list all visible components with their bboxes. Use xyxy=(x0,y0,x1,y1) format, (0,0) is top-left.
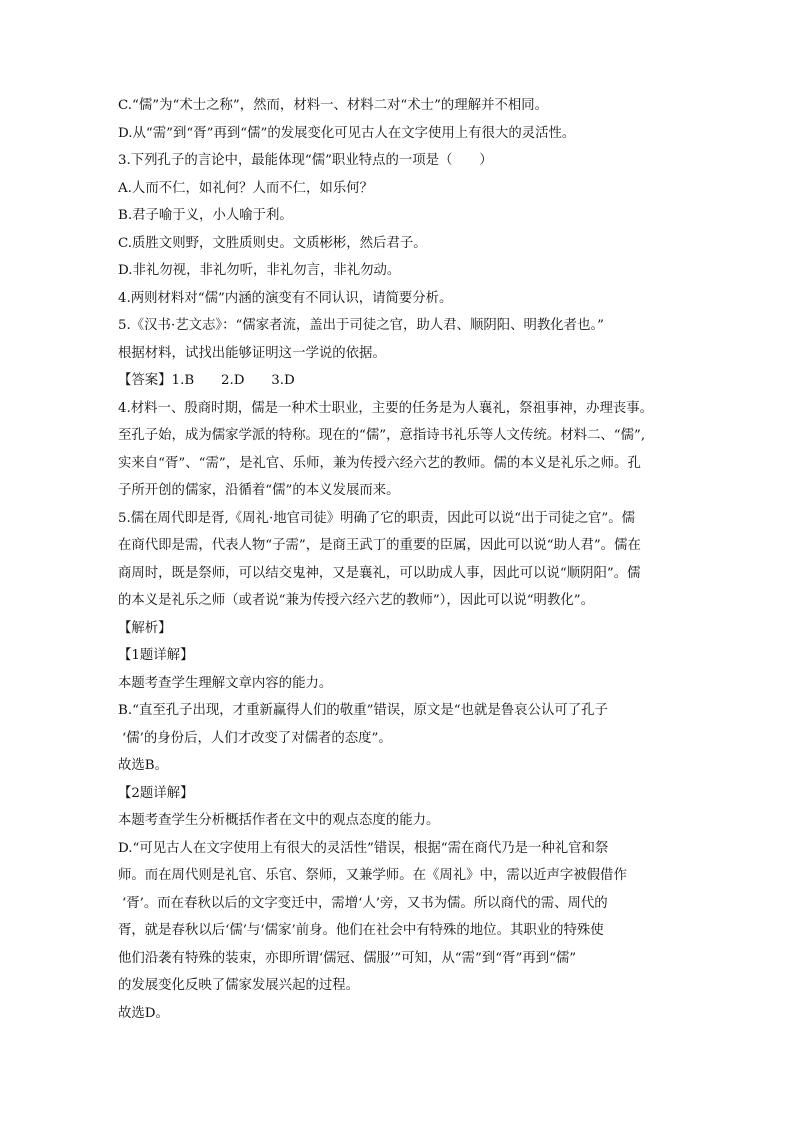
q2-detail-line: 他们沿袭有特殊的装束，亦即所谓‘儒冠、儒服’”可知，从“需”到“胥”再到“儒” xyxy=(118,950,577,966)
answer-4-line: 至孔子始，成为儒家学派的特称。现在的“儒”，意指诗书礼乐等人文传统。材料二、“儒”, xyxy=(118,428,646,443)
answer-heading: 【答案】1.B 2.D 3.D xyxy=(118,373,295,388)
q2-choice: 故选D。 xyxy=(118,1005,169,1021)
answer-4-line: 子所开创的儒家，沿循着“儒”的本义发展而来。 xyxy=(118,483,400,498)
option-c-q3: C.质胜文则野，文胜质则史。文质彬彬，然后君子。 xyxy=(118,235,427,251)
q1-detail-line: 本题考查学生理解文章内容的能力。 xyxy=(118,675,333,691)
answer-5-line: 的本义是礼乐之师（或者说“兼为传授六经六艺的教师”），因此可以说“明教化”。 xyxy=(118,593,594,608)
question-4: 4.两则材料对“儒”内涵的演变有不同认识，请简要分析。 xyxy=(118,290,453,306)
option-a-q3: A.人而不仁，如礼何？人而不仁，如乐何？ xyxy=(118,180,373,196)
question-3: 3.下列孔子的言论中，最能体现“儒”职业特点的一项是（ ） xyxy=(118,153,493,168)
question-5-prompt: 根据材料，试找出能够证明这一学说的依据。 xyxy=(118,345,386,361)
option-c-q2: C.“儒”为“术士之称”，然而，材料一、材料二对“术士”的理解并不相同。 xyxy=(118,98,549,113)
answer-5-line: 5.儒在周代即是胥,《周礼·地官司徒》明确了它的职责，因此可以说“出于司徒之官”。儒 xyxy=(118,510,636,526)
answer-5-line: 在商代即是需，代表人物“子需”，是商王武丁的重要的臣属，因此可以说“助人君”。儒在 xyxy=(118,538,641,553)
answer-4-line: 实来自“胥”、“需”，是礼官、乐师，兼为传授六经六艺的教师。儒的本义是礼乐之师。孔 xyxy=(118,455,641,471)
q2-detail-line: D.“可见古人在文字使用上有很大的灵活性”错误，根据“需在商代乃是一种礼官和祭 xyxy=(118,840,609,856)
q2-detail-line: 的发展变化反映了儒家发展兴起的过程。 xyxy=(118,978,360,993)
q2-detail-heading: 【2题详解】 xyxy=(118,785,194,801)
answer-4-line: 4.材料一、殷商时期，儒是一种术士职业，主要的任务是为人襄礼，祭祖事神，办理丧事。 xyxy=(118,400,654,416)
q2-detail-line: 胥，就是春秋以后‘儒’与‘儒家’前身。他们在社会中有特殊的地位。其职业的特殊使 xyxy=(118,923,604,938)
q1-detail-line: ‘儒’的身份后，人们才改变了对儒者的态度”。 xyxy=(122,730,392,746)
answer-5-line: 商周时，既是祭师，可以结交鬼神，又是襄礼，可以助成人事，因此可以说“顺阴阳”。儒 xyxy=(118,565,641,581)
q1-detail-line: B.“直至孔子出现，才重新赢得人们的敬重”错误，原文是“也就是鲁哀公认可了孔子 xyxy=(118,703,608,718)
question-5: 5.《汉书·艺文志》：“儒家者流，盖出于司徒之官，助人君、顺阴阳、明教化者也。” xyxy=(118,318,604,333)
analysis-heading: 【解析】 xyxy=(118,620,172,636)
option-d-q3: D.非礼勿视，非礼勿听，非礼勿言，非礼勿动。 xyxy=(118,263,401,278)
q2-detail-line: 本题考查学生分析概括作者在文中的观点态度的能力。 xyxy=(118,813,440,828)
q2-detail-line: 师。而在周代则是礼官、乐官、祭师，又兼学师。在《周礼》中，需以近声字被假借作 xyxy=(118,868,627,883)
q1-choice: 故选B。 xyxy=(118,758,169,773)
document-page xyxy=(118,92,688,1027)
q1-detail-heading: 【1题详解】 xyxy=(118,648,194,663)
option-d-q2: D.从“需”到“胥”再到“儒”的发展变化可见古人在文字使用上有很大的灵活性。 xyxy=(118,125,576,141)
q2-detail-line: ‘胥’。而在春秋以后的文字变迁中，需增‘人’旁，又书为儒。所以商代的需、周代的 xyxy=(122,895,608,911)
option-b-q3: B.君子喻于义，小人喻于利。 xyxy=(118,208,293,223)
